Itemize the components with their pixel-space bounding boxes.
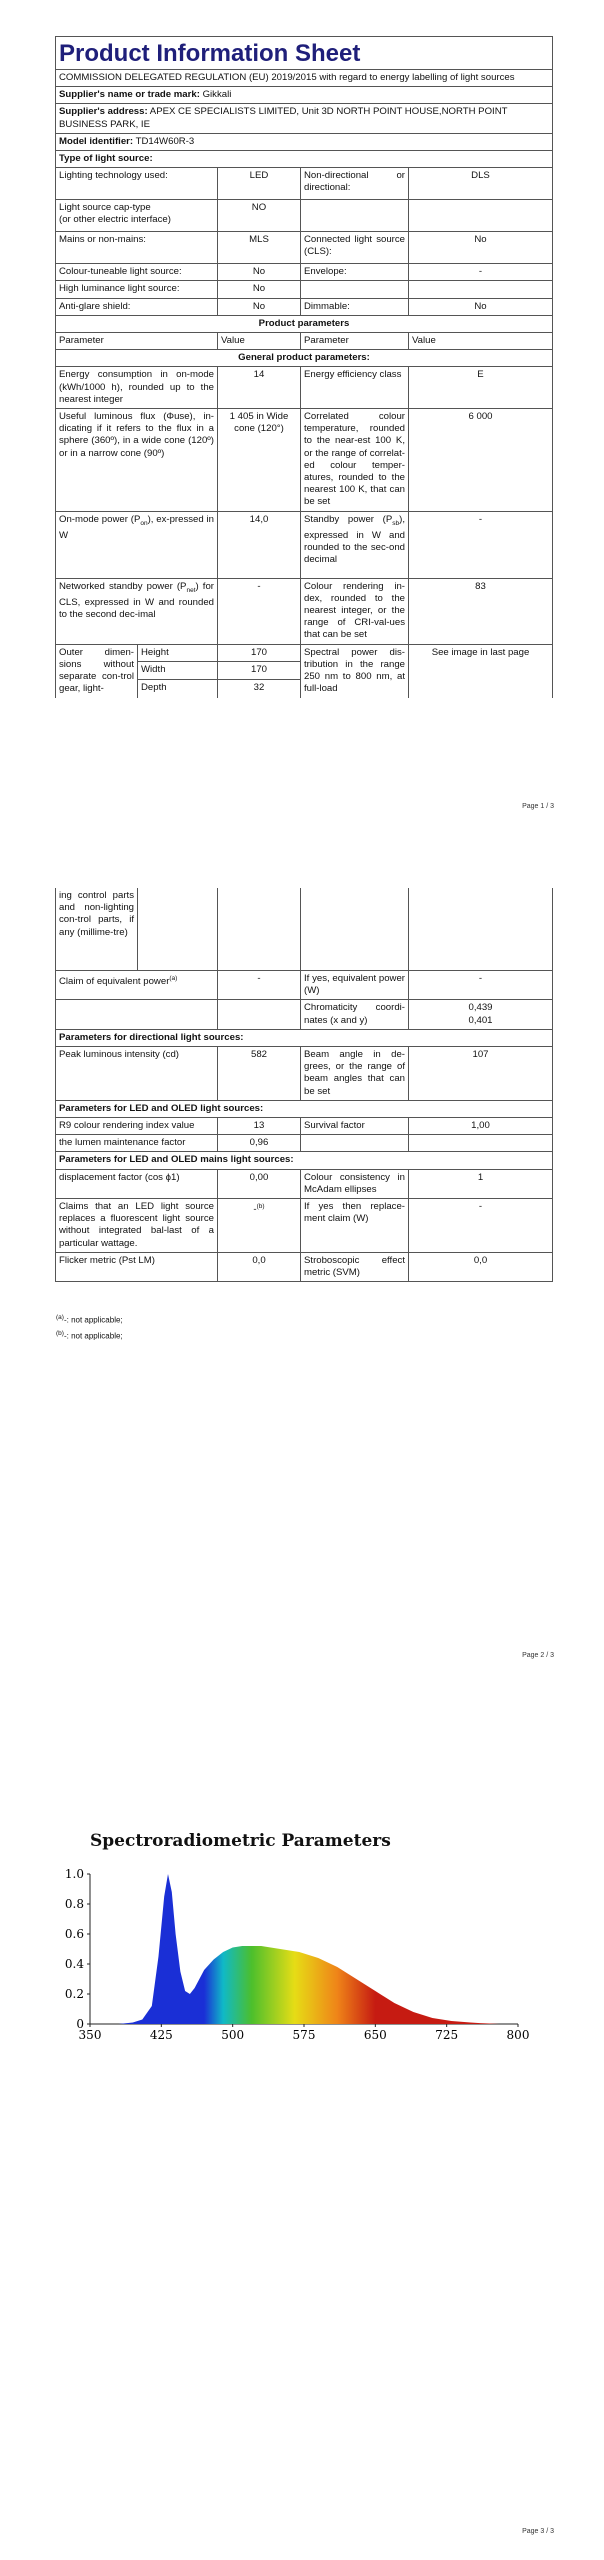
chromaticity-x: 0,439 xyxy=(468,1002,493,1014)
on-mode-power-label xyxy=(56,511,218,578)
footnote-a-text: -: not applicable; xyxy=(63,1315,123,1325)
empty-cell xyxy=(301,888,409,971)
type-row xyxy=(56,298,553,315)
equivalent-power-value: - xyxy=(409,971,553,1000)
fluorescent-claim-label: Claims that an LED light source replaces a fluorescent light source without integrated bal-last of a particular wattage. xyxy=(56,1199,218,1253)
model-row xyxy=(56,133,553,150)
spd-label: Spectral power dis-tribution in the range 250 nm to 800 nm, at full-load xyxy=(301,644,409,697)
type-row xyxy=(56,281,553,298)
param-row xyxy=(56,578,553,644)
type-value: No xyxy=(409,232,553,264)
supplier-name-label: Supplier's name or trade mark: xyxy=(59,89,200,101)
equivalent-power-claim-value: - xyxy=(218,971,301,1000)
empty-cell xyxy=(56,1000,218,1029)
claim2-value: - xyxy=(253,1204,257,1216)
type-row xyxy=(56,232,553,264)
r9-value: 13 xyxy=(218,1118,301,1135)
type-value: No xyxy=(218,298,301,315)
standby-power-value: - xyxy=(409,511,553,578)
x-tick-label: 500 xyxy=(221,2028,245,2042)
type-param: Mains or non-mains: xyxy=(56,232,218,264)
luminous-flux-value: 1 405 in Wide cone (120°) xyxy=(218,409,301,512)
cap-type-sub: (or other electric interface) xyxy=(59,214,171,226)
standby-power-text2: ), expressed in W and rounded to the sec-ond decimal xyxy=(304,513,405,566)
product-sheet-table-part2 xyxy=(55,888,552,1282)
lumen-maintenance-label: the lumen maintenance factor xyxy=(56,1135,218,1152)
survival-label: Survival factor xyxy=(301,1118,409,1135)
equivalent-power-claim-label xyxy=(56,971,218,1000)
type-row xyxy=(56,264,553,281)
depth-label: Depth xyxy=(138,679,218,698)
type-value xyxy=(409,281,553,298)
spd-value: See image in last page xyxy=(409,644,553,697)
luminous-flux-label: Useful luminous flux (Φuse), in-dicating if it refers to the flux in a sphere (360º), in a wide cone (120º) or in a narrow cone (90º) xyxy=(56,409,218,512)
y-tick-label: 1.0 xyxy=(64,1867,84,1881)
type-value: DLS xyxy=(409,168,553,200)
chromaticity-label: Chromaticity coordi-nates (x and y) xyxy=(301,1000,409,1029)
col-header-parameter: Parameter xyxy=(56,333,218,350)
stroboscopic-value: 0,0 xyxy=(409,1252,553,1281)
regulation-text: COMMISSION DELEGATED REGULATION (EU) 2019/2015 with regard to energy labelling of light sources xyxy=(56,70,553,87)
param-row xyxy=(56,367,553,409)
general-parameters-heading: General product parameters: xyxy=(56,350,553,367)
replacement-claim-value: - xyxy=(409,1199,553,1253)
empty-cell xyxy=(218,888,301,971)
empty-cell xyxy=(218,1000,301,1029)
cap-type-label: Light source cap-type xyxy=(59,202,151,214)
x-tick-label: 725 xyxy=(435,2028,459,2042)
replacement-claim-label: If yes then replace-ment claim (W) xyxy=(301,1199,409,1253)
page-3 xyxy=(0,1680,604,2560)
param-row xyxy=(56,1252,553,1281)
type-value: - xyxy=(409,264,553,281)
page-1 xyxy=(0,0,604,830)
net-standby-text: Networked standby power (P xyxy=(59,580,187,592)
cri-value: 83 xyxy=(409,578,553,644)
colour-consistency-value: 1 xyxy=(409,1169,553,1198)
on-mode-power-value: 14,0 xyxy=(218,511,301,578)
col-header-value: Value xyxy=(409,333,553,350)
x-tick-label: 350 xyxy=(78,2028,102,2042)
footnote-b xyxy=(56,1328,123,1343)
empty-cell xyxy=(409,888,553,971)
param-row xyxy=(56,888,553,971)
dimensions-label: Outer dimen-sions without separate con-trol gear, light- xyxy=(56,644,138,697)
energy-class-value: E xyxy=(409,367,553,409)
on-mode-power-text2: ), ex-pressed in W xyxy=(59,513,214,541)
dimensions-label-cont: ing control parts and non-lighting con-trol parts, if any (millime-tre) xyxy=(56,888,138,971)
param-row xyxy=(56,1047,553,1101)
lumen-maintenance-value: 0,96 xyxy=(218,1135,301,1152)
param-row xyxy=(56,1000,553,1029)
standby-power-text: Standby power (P xyxy=(304,513,393,525)
model-id: TD14W60R-3 xyxy=(135,135,195,147)
col-header-value: Value xyxy=(218,333,301,350)
y-tick-label: 0.6 xyxy=(64,1927,84,1941)
cct-value: 6 000 xyxy=(409,409,553,512)
type-param: Envelope: xyxy=(301,264,409,281)
supplier-name: Gikkali xyxy=(202,89,232,101)
beam-angle-label: Beam angle in de-grees, or the range of beam angles that can be set xyxy=(301,1047,409,1101)
stroboscopic-label: Stroboscopic effect metric (SVM) xyxy=(301,1252,409,1281)
flicker-value: 0,0 xyxy=(218,1252,301,1281)
type-param: Anti-glare shield: xyxy=(56,298,218,315)
supplier-name-row xyxy=(56,87,553,104)
height-value: 170 xyxy=(218,644,301,661)
type-heading: Type of light source: xyxy=(56,151,553,168)
peak-intensity-label: Peak luminous intensity (cd) xyxy=(56,1047,218,1101)
param-row xyxy=(56,644,553,661)
networked-standby-label xyxy=(56,578,218,644)
energy-consumption-value: 14 xyxy=(218,367,301,409)
claim2-sup: (b) xyxy=(256,1203,265,1211)
type-param: Lighting technology used: xyxy=(56,168,218,200)
page-2 xyxy=(0,830,604,1680)
type-value: NO xyxy=(218,200,301,232)
standby-power-sub: sb xyxy=(392,519,400,527)
col-header-parameter: Parameter xyxy=(301,333,409,350)
type-value: MLS xyxy=(218,232,301,264)
fluorescent-claim-value xyxy=(218,1199,301,1253)
spectrum-chart xyxy=(0,1862,604,2042)
page-title: Product Information Sheet xyxy=(56,37,553,70)
led-heading: Parameters for LED and OLED light sources: xyxy=(56,1100,553,1117)
type-value: LED xyxy=(218,168,301,200)
type-param: Colour-tuneable light source: xyxy=(56,264,218,281)
type-value xyxy=(409,200,553,232)
y-tick-label: 0 xyxy=(76,2017,84,2031)
type-param: Connected light source (CLS): xyxy=(301,232,409,264)
type-param xyxy=(56,200,218,232)
param-row xyxy=(56,1199,553,1253)
type-value: No xyxy=(409,298,553,315)
on-mode-power-sub: on xyxy=(140,519,148,527)
type-value: No xyxy=(218,264,301,281)
cri-label: Colour rendering in-dex, rounded to the nearest integer, or the range of CRI-val-ues that can be set xyxy=(301,578,409,644)
product-sheet-table-part1 xyxy=(55,36,552,698)
depth-value: 32 xyxy=(218,679,301,698)
column-header-row xyxy=(56,333,553,350)
param-row xyxy=(56,409,553,512)
width-label: Width xyxy=(138,662,218,679)
page-number: Page 3 / 3 xyxy=(522,2528,554,2535)
footnote-b-text: -: not applicable; xyxy=(63,1331,123,1341)
type-value: No xyxy=(218,281,301,298)
mains-heading: Parameters for LED and OLED mains light sources: xyxy=(56,1152,553,1169)
directional-heading: Parameters for directional light sources: xyxy=(56,1029,553,1046)
param-row xyxy=(56,511,553,578)
chromaticity-value xyxy=(409,1000,553,1029)
height-label: Height xyxy=(138,644,218,661)
page-number: Page 1 / 3 xyxy=(522,803,554,810)
product-parameters-heading: Product parameters xyxy=(56,315,553,332)
flicker-label: Flicker metric (Pst LM) xyxy=(56,1252,218,1281)
type-row xyxy=(56,200,553,232)
type-row xyxy=(56,168,553,200)
displacement-value: 0,00 xyxy=(218,1169,301,1198)
claim-text: Claim of equivalent power xyxy=(59,976,170,988)
beam-angle-value: 107 xyxy=(409,1047,553,1101)
type-param xyxy=(301,200,409,232)
energy-consumption-label: Energy consumption in on-mode (kWh/1000 h), rounded up to the nearest integer xyxy=(56,367,218,409)
type-param: High luminance light source: xyxy=(56,281,218,298)
networked-standby-value: - xyxy=(218,578,301,644)
colour-consistency-label: Colour consistency in McAdam ellipses xyxy=(301,1169,409,1198)
y-tick-label: 0.8 xyxy=(64,1897,84,1911)
empty-cell xyxy=(301,1135,409,1152)
r9-label: R9 colour rendering index value xyxy=(56,1118,218,1135)
spectrum-area xyxy=(119,1874,499,2024)
footnote-b-sup: (b) xyxy=(56,1330,64,1337)
on-mode-power-text: On-mode power (P xyxy=(59,513,141,525)
x-tick-label: 425 xyxy=(149,2028,173,2042)
claim-sup: (a) xyxy=(169,975,178,982)
param-row xyxy=(56,971,553,1000)
standby-power-label xyxy=(301,511,409,578)
chromaticity-y: 0,401 xyxy=(468,1014,493,1026)
param-row xyxy=(56,1169,553,1198)
net-standby-sub: net xyxy=(186,586,196,594)
supplier-address: APEX CE SPECIALISTS LIMITED, Unit 3D NORTH POINT HOUSE,NORTH POINT BUSINESS PARK, IE xyxy=(59,106,508,130)
model-label: Model identifier: xyxy=(59,135,134,147)
energy-class-label: Energy efficiency class xyxy=(301,367,409,409)
type-param: Dimmable: xyxy=(301,298,409,315)
displacement-label: displacement factor (cos ϕ1) xyxy=(56,1169,218,1198)
footnote-a xyxy=(56,1312,123,1327)
page-number: Page 2 / 3 xyxy=(522,1652,554,1659)
survival-value: 1,00 xyxy=(409,1118,553,1135)
footnote-a-sup: (a) xyxy=(56,1314,64,1321)
x-tick-label: 800 xyxy=(506,2028,530,2042)
net-standby-text2: ) for CLS, expressed in W and rounded to the second dec-imal xyxy=(59,580,214,620)
supplier-address-label: Supplier's address: xyxy=(59,106,148,118)
y-tick-label: 0.4 xyxy=(64,1957,84,1971)
type-param xyxy=(301,281,409,298)
param-row xyxy=(56,1118,553,1135)
empty-cell xyxy=(138,888,218,971)
type-param: Non-directional or directional: xyxy=(301,168,409,200)
supplier-address-row xyxy=(56,104,553,133)
peak-intensity-value: 582 xyxy=(218,1047,301,1101)
param-row xyxy=(56,1135,553,1152)
x-tick-label: 650 xyxy=(363,2028,387,2042)
equivalent-power-label: If yes, equivalent power (W) xyxy=(301,971,409,1000)
cct-label: Correlated colour temperature, rounded to the near-est 100 K, or the range of correlat-ed colour temper-atures, rounded to the nearest 100 K, that can be set xyxy=(301,409,409,512)
y-tick-label: 0.2 xyxy=(64,1987,84,2001)
chart-title: Spectroradiometric Parameters xyxy=(90,1831,391,1851)
width-value: 170 xyxy=(218,662,301,679)
empty-cell xyxy=(409,1135,553,1152)
x-tick-label: 575 xyxy=(292,2028,316,2042)
